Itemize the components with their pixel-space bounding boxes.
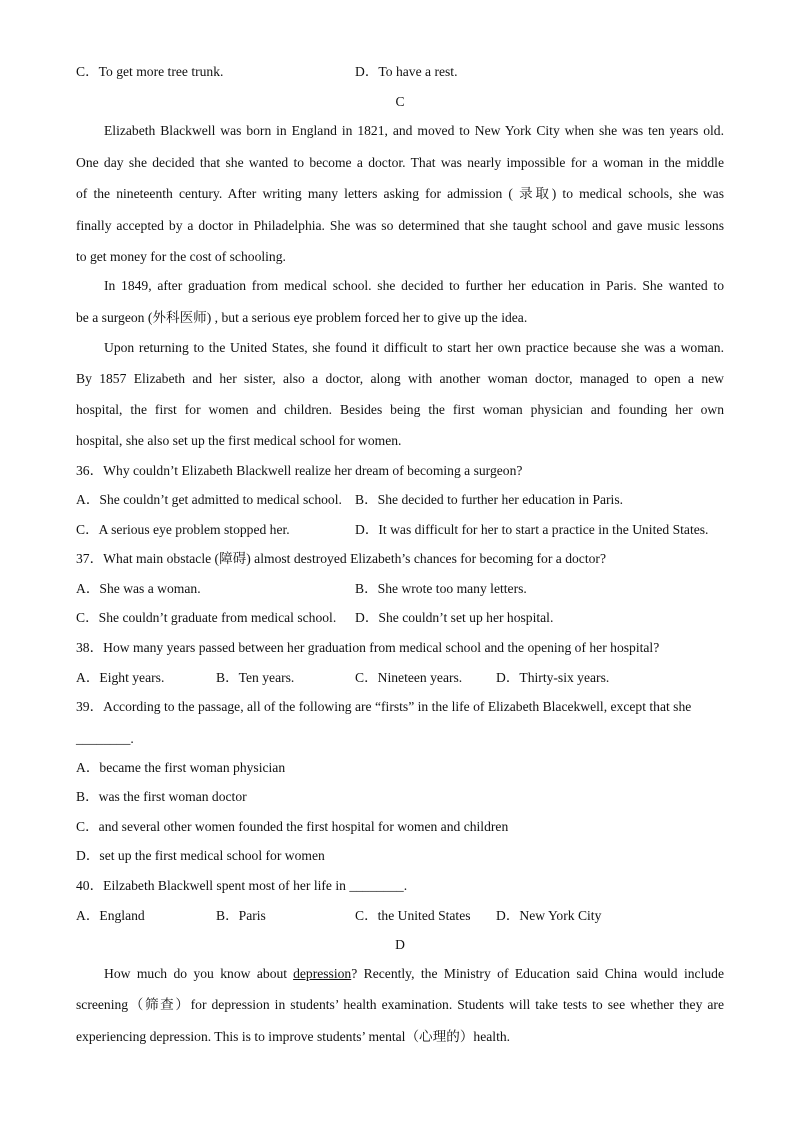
q37-option-b: B．She wrote too many letters. xyxy=(355,581,527,596)
section-d-line1-post: ? Recently, the Ministry of Education said China would include xyxy=(351,966,724,981)
q38-option-b: B．Ten years. xyxy=(216,670,295,685)
q37-option-d: D．She couldn’t set up her hospital. xyxy=(355,610,554,625)
para3-line4: hospital, she also set up the first medical school for women. xyxy=(76,433,402,448)
q37-stem: 37．What main obstacle (障碍) almost destroyed Elizabeth’s chances for becoming for a doctor? xyxy=(76,551,606,566)
q39-option-b: B．was the first woman doctor xyxy=(76,789,247,804)
q40-option-a: A．England xyxy=(76,908,145,923)
q38-stem: 38．How many years passed between her graduation from medical school and the opening of her hospital? xyxy=(76,640,660,655)
q40-option-c: C．the United States xyxy=(355,908,471,923)
para1-line2: One day she decided that she wanted to become a doctor. That was nearly impossible for a woman in the middle xyxy=(76,155,724,170)
para2-line1: In 1849, after graduation from medical school. she decided to further her education in Paris. She wanted to xyxy=(104,278,724,293)
q36-stem: 36．Why couldn’t Elizabeth Blackwell realize her dream of becoming a surgeon? xyxy=(76,463,523,478)
section-d-line2: screening（筛查）for depression in students’ health examination. Students will take tests to see whether they are xyxy=(76,997,724,1012)
depression-underlined-word: depression xyxy=(293,966,352,981)
para1-line3: of the nineteenth century. After writing many letters asking for admission ( 录取) to medical schools, she was xyxy=(76,186,724,201)
para3-line3: hospital, the first for women and children. Besides being the first woman physician and founding her own xyxy=(76,402,724,417)
q40-option-d: D．New York City xyxy=(496,908,602,923)
q39-stem-blank: ________. xyxy=(76,731,134,746)
para1-line4: finally accepted by a doctor in Philadelphia. She was so determined that she taught school and gave music lessons xyxy=(76,218,724,233)
section-d-line1 xyxy=(104,966,724,982)
q36-option-a: A．She couldn’t get admitted to medical school. xyxy=(76,492,342,507)
section-d-heading: D xyxy=(395,937,405,952)
section-d-line3: experiencing depression. This is to improve students’ mental（心理的）health. xyxy=(76,1029,511,1044)
para3-line2: By 1857 Elizabeth and her sister, also a doctor, along with another woman doctor, managed to open a new xyxy=(76,371,724,386)
q39-option-a: A．became the first woman physician xyxy=(76,760,286,775)
q39-stem-line1: 39．According to the passage, all of the following are “firsts” in the life of Elizabeth Blacekwell, except that she xyxy=(76,699,692,714)
q39-option-c: C．and several other women founded the first hospital for women and children xyxy=(76,819,509,834)
para1-line5: to get money for the cost of schooling. xyxy=(76,249,286,264)
q35-option-d: D．To have a rest. xyxy=(355,64,458,79)
q36-option-d: D．It was difficult for her to start a practice in the United States. xyxy=(355,522,709,537)
q38-option-a: A．Eight years. xyxy=(76,670,165,685)
q38-option-d: D．Thirty-six years. xyxy=(496,670,610,685)
para1-line1: Elizabeth Blackwell was born in England in 1821, and moved to New York City when she was ten years old. xyxy=(104,123,724,138)
q38-option-c: C．Nineteen years. xyxy=(355,670,463,685)
q37-option-c: C．She couldn’t graduate from medical school. xyxy=(76,610,337,625)
section-d-line1-pre: How much do you know about xyxy=(104,966,288,981)
q40-stem: 40．Eilzabeth Blackwell spent most of her life in ________. xyxy=(76,878,408,893)
para2-line2: be a surgeon (外科医师) , but a serious eye problem forced her to give up the idea. xyxy=(76,310,528,325)
q39-option-d: D．set up the first medical school for women xyxy=(76,848,325,863)
section-c-heading: C xyxy=(395,94,405,109)
q35-option-c: C．To get more tree trunk. xyxy=(76,64,224,79)
q36-option-b: B．She decided to further her education in Paris. xyxy=(355,492,624,507)
q40-option-b: B．Paris xyxy=(216,908,266,923)
para3-line1: Upon returning to the United States, she found it difficult to start her own practice because she was a woman. xyxy=(104,340,724,355)
q37-option-a: A．She was a woman. xyxy=(76,581,201,596)
q36-option-c: C．A serious eye problem stopped her. xyxy=(76,522,290,537)
